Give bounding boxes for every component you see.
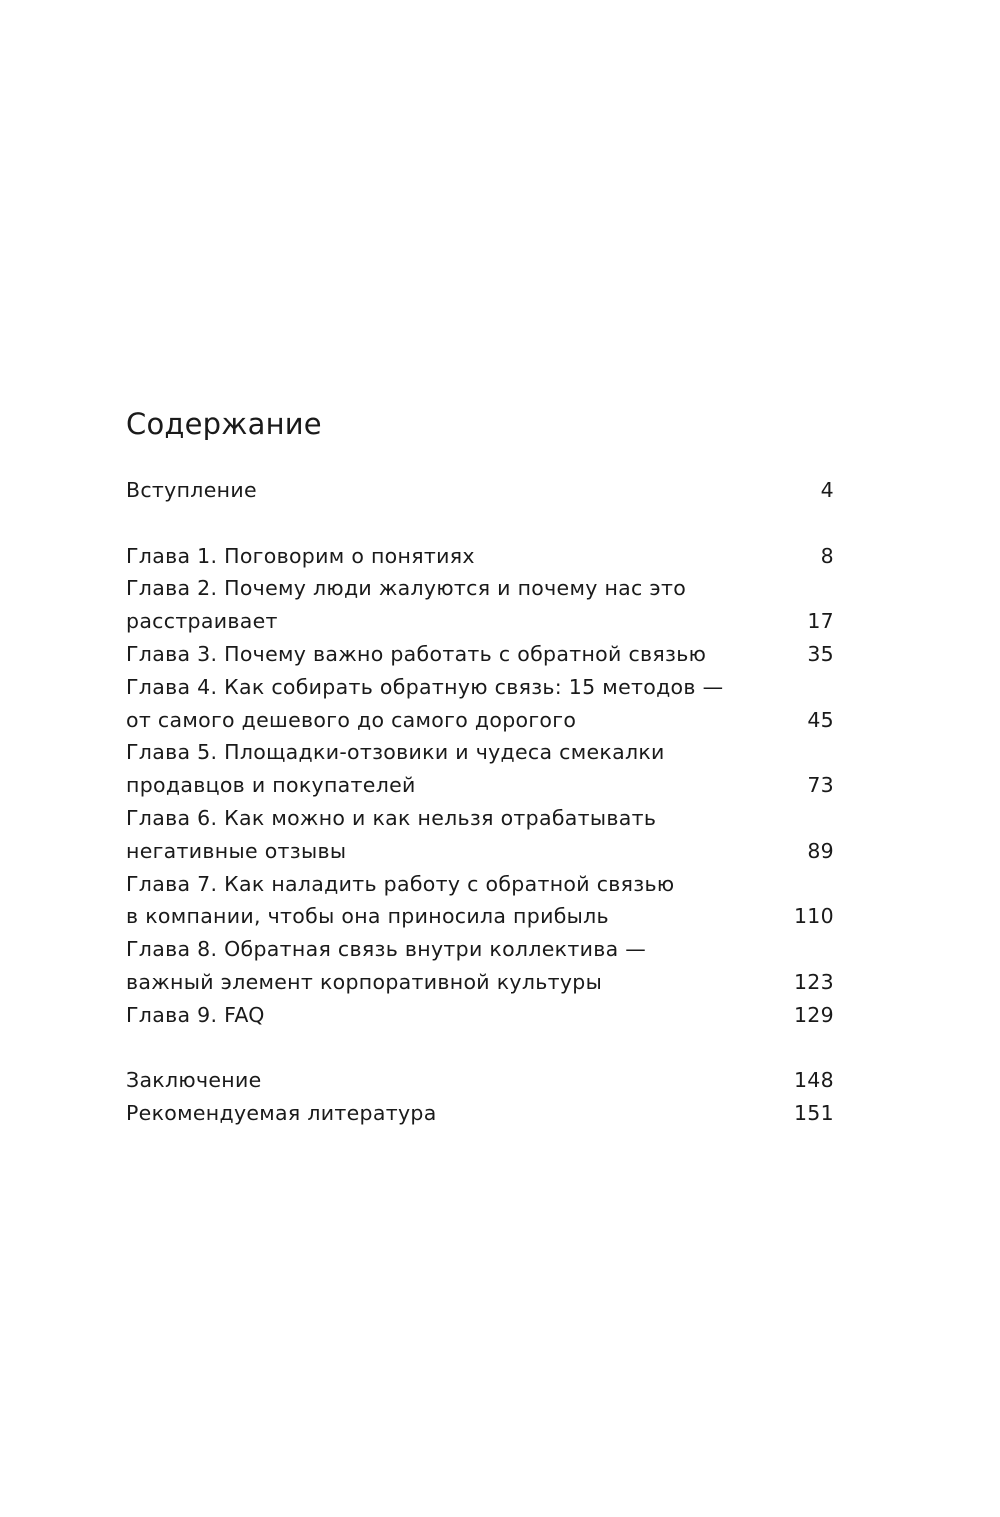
toc-entry-text xyxy=(126,540,821,573)
toc-entry-chapter-3[interactable] xyxy=(126,638,834,671)
toc-entry-line: Рекомендуемая литература xyxy=(126,1101,437,1126)
toc-entry-conclusion[interactable] xyxy=(126,1064,834,1097)
toc-page-number: 89 xyxy=(807,838,834,863)
toc-entry-text xyxy=(126,1064,794,1097)
toc-entry-line: расстраивает xyxy=(126,609,278,634)
toc-entry-text xyxy=(126,868,794,934)
toc-group-spacer xyxy=(126,507,834,540)
toc-entry-line: Глава 3. Почему важно работать с обратной связью xyxy=(126,641,707,666)
toc-entry-chapter-7[interactable] xyxy=(126,868,834,934)
table-of-contents xyxy=(126,404,834,1130)
toc-entry-chapter-1[interactable] xyxy=(126,540,834,573)
toc-entry-text xyxy=(126,802,807,868)
toc-entry-chapter-9[interactable] xyxy=(126,999,834,1032)
toc-page-number: 8 xyxy=(820,543,834,568)
toc-page-number: 129 xyxy=(793,1002,834,1027)
toc-page-number: 151 xyxy=(793,1101,834,1126)
toc-entry-line: Глава 5. Площадки-отзовики и чудеса смекалки xyxy=(126,740,665,765)
toc-entry-chapter-8[interactable] xyxy=(126,933,834,999)
toc-entry-line: Глава 6. Как можно и как нельзя отрабатывать xyxy=(126,805,657,830)
toc-entry-text xyxy=(126,933,794,999)
toc-entry-line: Глава 1. Поговорим о понятиях xyxy=(126,543,475,568)
toc-entry-recommended-reading[interactable] xyxy=(126,1097,834,1130)
toc-entry-line: в компании, чтобы она приносила прибыль xyxy=(126,904,609,929)
toc-entry-line: Глава 4. Как собирать обратную связь: 15 методов — xyxy=(126,674,724,699)
toc-entry-text xyxy=(126,638,807,671)
toc-entry-line: негативные отзывы xyxy=(126,838,347,863)
toc-page-number: 148 xyxy=(793,1068,834,1093)
toc-title: Содержание xyxy=(126,407,322,441)
toc-entry-chapter-6[interactable] xyxy=(126,802,834,868)
toc-group-spacer xyxy=(126,1032,834,1065)
toc-page-number: 110 xyxy=(793,904,834,929)
toc-entry-chapter-2[interactable] xyxy=(126,572,834,638)
toc-entry-chapter-4[interactable] xyxy=(126,671,834,737)
toc-entry-line: Заключение xyxy=(126,1068,262,1093)
toc-page-number: 73 xyxy=(807,773,834,798)
toc-list xyxy=(126,474,834,1130)
toc-page-number: 17 xyxy=(807,609,834,634)
toc-entry-text xyxy=(126,474,821,507)
toc-entry-line: от самого дешевого до самого дорогого xyxy=(126,707,577,732)
toc-entry-line: продавцов и покупателей xyxy=(126,773,416,798)
toc-entry-line: Глава 7. Как наладить работу с обратной связью xyxy=(126,871,675,896)
toc-entry-text xyxy=(126,572,807,638)
toc-entry-line: Глава 9. FAQ xyxy=(126,1002,265,1027)
toc-entry-line: Глава 2. Почему люди жалуются и почему нас это xyxy=(126,576,687,601)
toc-entry-introduction[interactable] xyxy=(126,474,834,507)
toc-page-number: 35 xyxy=(807,641,834,666)
toc-entry-text xyxy=(126,1097,794,1130)
toc-page-number: 123 xyxy=(793,969,834,994)
toc-entry-text xyxy=(126,999,794,1032)
toc-entry-text xyxy=(126,736,807,802)
toc-entry-chapter-5[interactable] xyxy=(126,736,834,802)
toc-page-number: 45 xyxy=(807,707,834,732)
toc-entry-line: важный элемент корпоративной культуры xyxy=(126,969,603,994)
toc-entry-text xyxy=(126,671,807,737)
toc-entry-line: Вступление xyxy=(126,478,257,502)
toc-entry-line: Глава 8. Обратная связь внутри коллектива — xyxy=(126,937,647,962)
toc-page-number: 4 xyxy=(820,478,834,502)
